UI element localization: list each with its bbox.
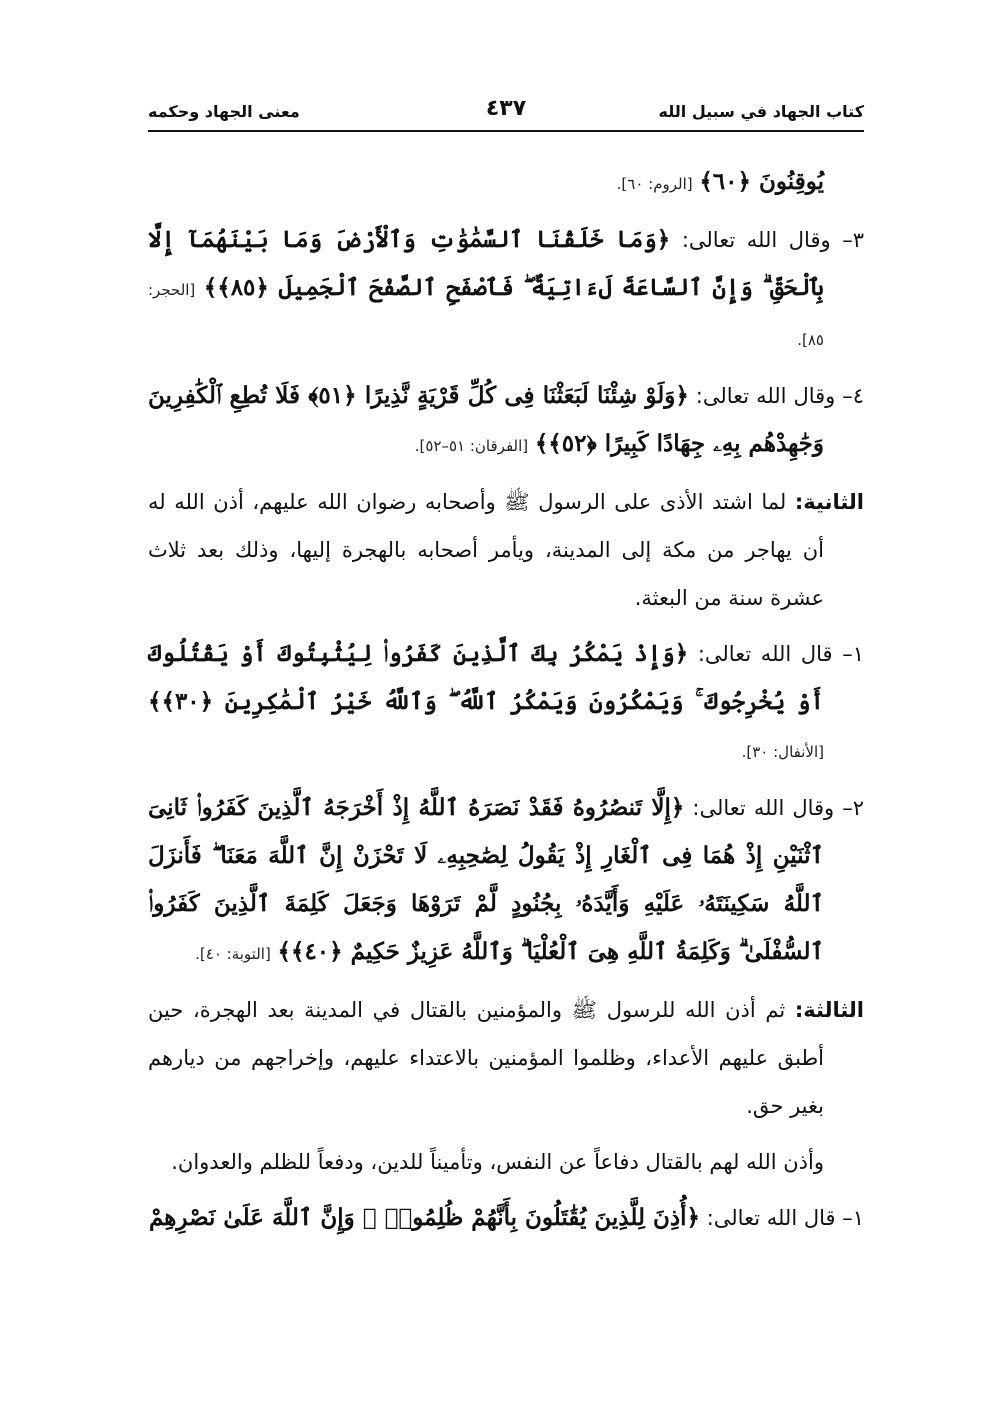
item-lead: ٤– وقال الله تعالى:: [688, 384, 864, 408]
item-lead: ٢– وقال الله تعالى:: [684, 796, 864, 820]
quran-verse: ﴿وَمَا خَلَقْنَا ٱلسَّمَٰوَٰتِ وَٱلْأَرْضَ وَمَا بَيْنَهُمَآ إِلَّا بِٱلْحَقِّ ۗ وَإِنَّ ٱلسَّاعَةَ لَءَاتِيَةٌ ۖ فَٱصْفَحِ ٱلصَّفْحَ ٱلْجَمِيلَ ﴿٨٥﴾﴾: [148, 226, 824, 301]
verse-continuation: [148, 158, 864, 208]
running-header: [148, 96, 864, 126]
verse-reference: [الفرقان: ٥١–٥٢].: [414, 437, 529, 455]
quran-verse: ﴿وَلَوْ شِئْنَا لَبَعَثْنَا فِى كُلِّ قَرْيَةٍ نَّذِيرًا ﴿٥١﴾ فَلَا تُطِعِ ٱلْكَٰفِرِينَ وَجَٰهِدْهُم بِهِۦ جِهَادًا كَبِيرًا ﴿٥٢﴾﴾: [148, 382, 824, 457]
verse-reference: [التوبة: ٤٠].: [195, 945, 271, 963]
numbered-item: [148, 630, 864, 776]
item-lead: ٣– وقال الله تعالى:: [670, 228, 864, 252]
numbered-item: [148, 372, 864, 470]
chapter-title: معنى الجهاد وحكمه: [148, 102, 300, 121]
page-body: [148, 158, 864, 1250]
quran-verse: ﴿إِلَّا تَنصُرُوهُ فَقَدْ نَصَرَهُ ٱللَّهُ إِذْ أَخْرَجَهُ ٱلَّذِينَ كَفَرُوا۟ ثَانِىَ ٱثْنَيْنِ إِذْ هُمَا فِى ٱلْغَارِ إِذْ يَقُولُ لِصَٰحِبِهِۦ لَا تَحْزَنْ إِنَّ ٱللَّهَ مَعَنَا ۖ فَأَنزَلَ ٱللَّهُ سَكِينَتَهُۥ عَلَيْهِ وَأَيَّدَهُۥ بِجُنُودٍ لَّمْ تَرَوْهَا وَجَعَلَ كَلِمَةَ ٱلَّذِينَ كَفَرُوا۟ ٱلسُّفْلَىٰ ۗ وَكَلِمَةُ ٱللَّهِ هِىَ ٱلْعُلْيَا ۗ وَٱللَّهُ عَزِيزٌ حَكِيمٌ ﴿٤٠﴾﴾: [148, 794, 824, 965]
item-lead: ١– قال الله تعالى:: [700, 1206, 864, 1230]
section-paragraph: [148, 478, 864, 622]
verse-reference: [الأنفال: ٣٠].: [741, 743, 824, 761]
paragraph-text: لما اشتد الأذى على الرسول ﷺ وأصحابه رضوان الله عليهم، أذن الله له أن يهاجر من مكة إلى المدينة، ويأمر أصحابه بالهجرة إليها، وذلك بعد ثلاث عشرة سنة من البعثة.: [148, 490, 824, 610]
header-rule: [148, 130, 864, 132]
page-number: ٤٣٧: [485, 96, 527, 121]
numbered-item: [148, 784, 864, 978]
section-label: الثانية:: [794, 490, 864, 514]
numbered-item: [148, 1194, 864, 1242]
quran-verse: ﴿وَإِذْ يَمْكُرُ بِكَ ٱلَّذِينَ كَفَرُوا۟ لِيُثْبِتُوكَ أَوْ يَقْتُلُوكَ أَوْ يُخْرِجُوكَ ۚ وَيَمْكُرُونَ وَيَمْكُرُ ٱللَّهُ ۖ وَٱللَّهُ خَيْرُ ٱلْمَٰكِرِينَ ﴿٣٠﴾﴾: [148, 640, 824, 715]
quran-verse: يُوقِنُونَ ﴿٦٠﴾: [699, 168, 824, 195]
plain-paragraph: [148, 1138, 864, 1186]
section-label: الثالثة:: [794, 998, 864, 1022]
paragraph-text: ثم أذن الله للرسول ﷺ والمؤمنين بالقتال في المدينة بعد الهجرة، حين أطبق عليهم الأعداء، وظلموا المؤمنين بالاعتداء عليهم، وإخراجهم من ديارهم بغير حق.: [148, 998, 824, 1118]
item-lead: ١– قال الله تعالى:: [688, 642, 864, 666]
verse-reference: [الروم: ٦٠].: [616, 175, 693, 193]
quran-verse: ﴿أُذِنَ لِلَّذِينَ يُقَٰتَلُونَ بِأَنَّهُمْ ظُلِمُوا۟ ۚ وَإِنَّ ٱللَّهَ عَلَىٰ نَصْرِهِمْ: [148, 1204, 701, 1231]
numbered-item: [148, 216, 864, 364]
verse-reference: [الحجر: ٨٥].: [148, 281, 824, 349]
paragraph-text: وأذن الله لهم بالقتال دفاعاً عن النفس، وتأميناً للدين، ودفعاً للظلم والعدوان.: [171, 1150, 824, 1174]
section-paragraph: [148, 986, 864, 1130]
book-title: كتاب الجهاد في سبيل الله: [658, 102, 864, 121]
